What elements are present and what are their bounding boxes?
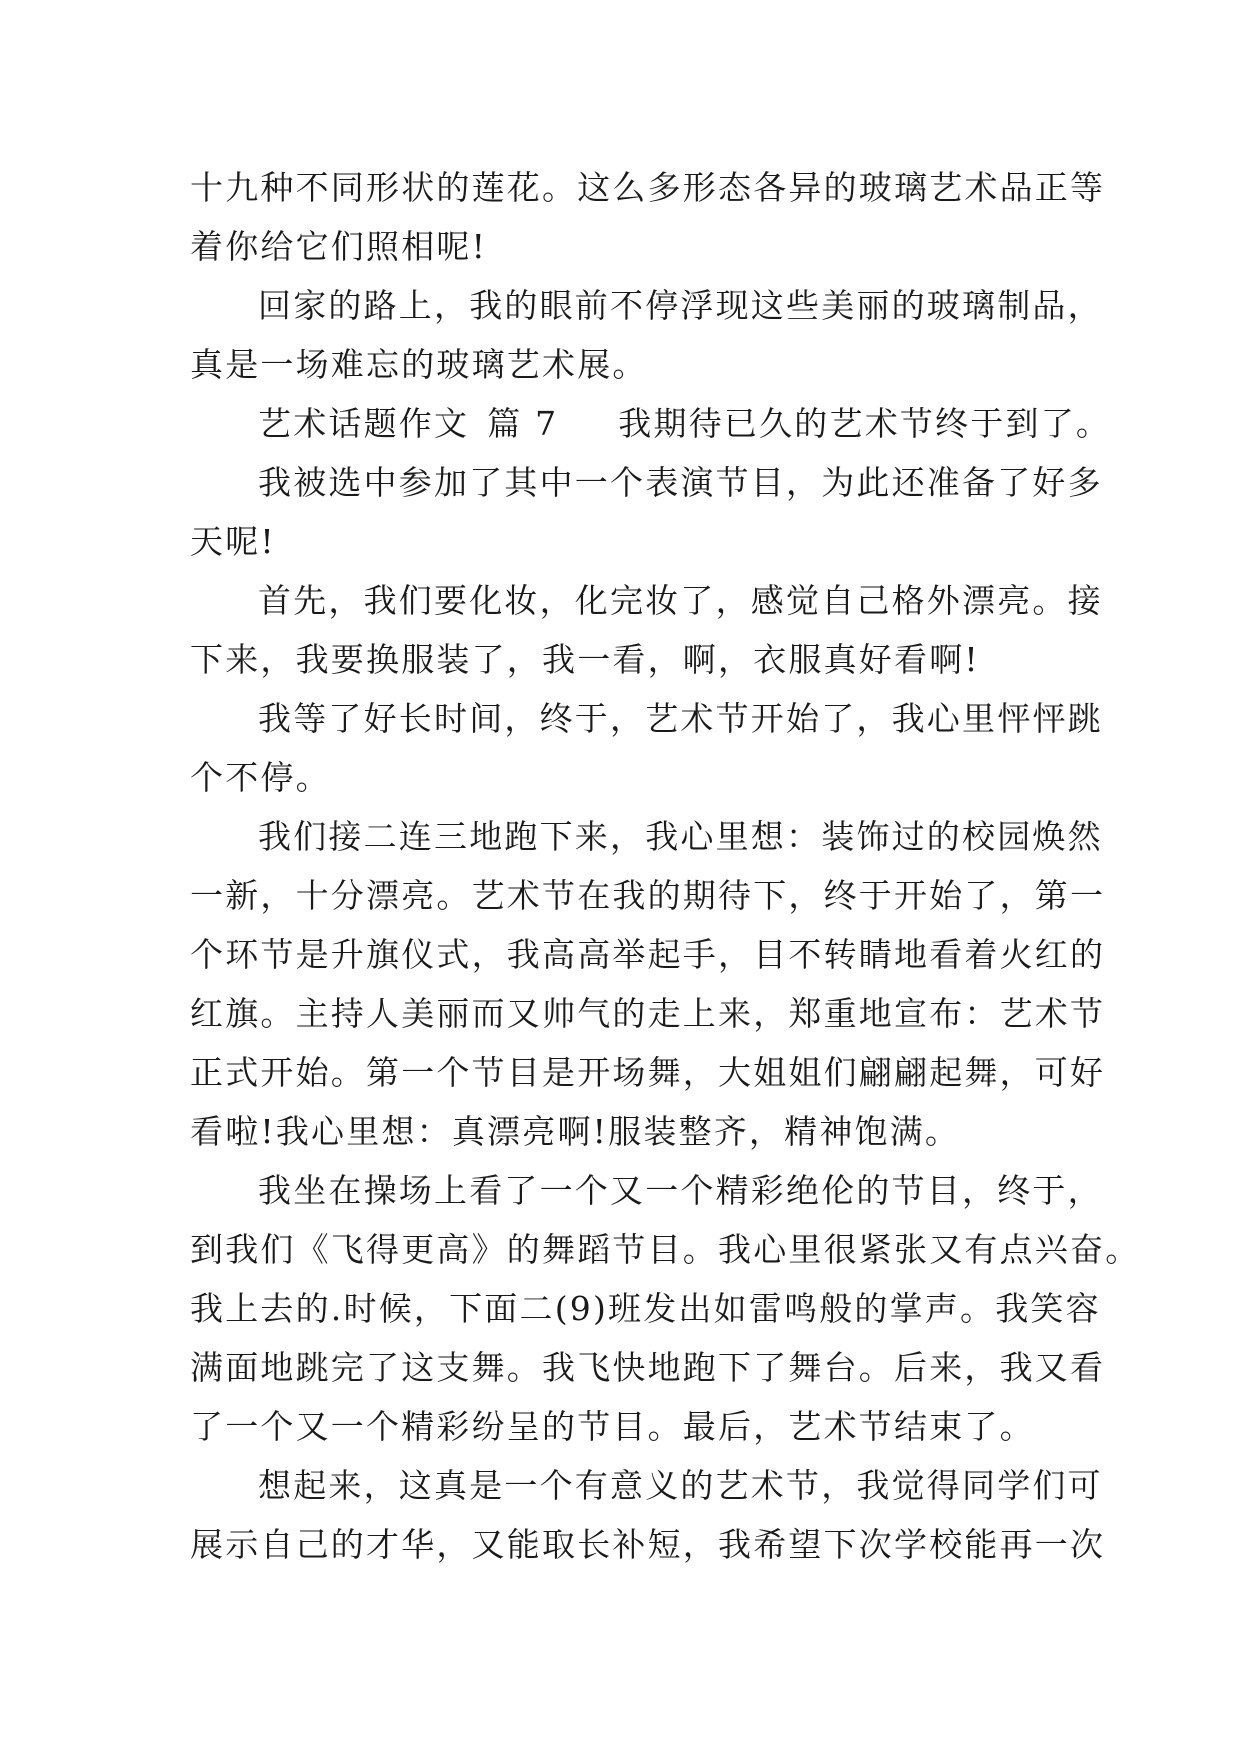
text-line: 个环节是升旗仪式，我高高举起手，目不转睛地看着火红的 xyxy=(190,935,1106,974)
text-line: 真是一场难忘的玻璃艺术展。 xyxy=(190,345,648,384)
text-line: 十九种不同形状的莲花。这么多形态各异的玻璃艺术品正等 xyxy=(190,168,1106,207)
text-line: 红旗。主持人美丽而又帅气的走上来，郑重地宣布：艺术节 xyxy=(190,994,1106,1033)
essay-body xyxy=(190,158,1141,1574)
text-line: 一新，十分漂亮。艺术节在我的期待下，终于开始了，第一 xyxy=(190,876,1106,915)
text-line: 下来，我要换服装了，我一看，啊，衣服真好看啊! xyxy=(190,640,980,679)
text-line: 个不停。 xyxy=(190,758,331,797)
section-number: 篇 7 xyxy=(487,404,559,443)
text-line: 天呢! xyxy=(190,522,276,561)
text-line: 到我们《飞得更高》的舞蹈节目。我心里很紧张又有点兴奋。 xyxy=(190,1230,1141,1269)
text-line: 我们接二连三地跑下来，我心里想：装饰过的校园焕然 xyxy=(258,817,1103,856)
text-line: 我等了好长时间，终于，艺术节开始了，我心里怦怦跳 xyxy=(258,699,1103,738)
text-line: 首先，我们要化妆，化完妆了，感觉自己格外漂亮。接 xyxy=(258,581,1103,620)
text-line: 了一个又一个精彩纷呈的节目。最后，艺术节结束了。 xyxy=(190,1407,1035,1446)
text-line: 回家的路上，我的眼前不停浮现这些美丽的玻璃制品， xyxy=(258,286,1103,325)
text-line: 想起来，这真是一个有意义的艺术节，我觉得同学们可 xyxy=(258,1466,1103,1505)
text-line: 正式开始。第一个节目是开场舞，大姐姐们翩翩起舞，可好 xyxy=(190,1053,1106,1092)
text-line: 看啦!我心里想：真漂亮啊!服装整齐，精神饱满。 xyxy=(190,1112,961,1151)
section-lead-text: 我期待已久的艺术节终于到了。 xyxy=(618,404,1112,443)
text-line: 我被选中参加了其中一个表演节目，为此还准备了好多 xyxy=(258,463,1103,502)
section-heading-line xyxy=(190,394,1112,453)
section-title: 艺术话题作文 xyxy=(258,404,470,443)
text-line: 我上去的.时候，下面二(9)班发出如雷鸣般的掌声。我笑容 xyxy=(190,1289,1101,1328)
text-line: 我坐在操场上看了一个又一个精彩绝伦的节目，终于， xyxy=(258,1171,1103,1210)
text-line: 展示自己的才华，又能取长补短，我希望下次学校能再一次 xyxy=(190,1525,1106,1564)
text-line: 着你给它们照相呢! xyxy=(190,227,488,266)
text-line: 满面地跳完了这支舞。我飞快地跑下了舞台。后来，我又看 xyxy=(190,1348,1106,1387)
